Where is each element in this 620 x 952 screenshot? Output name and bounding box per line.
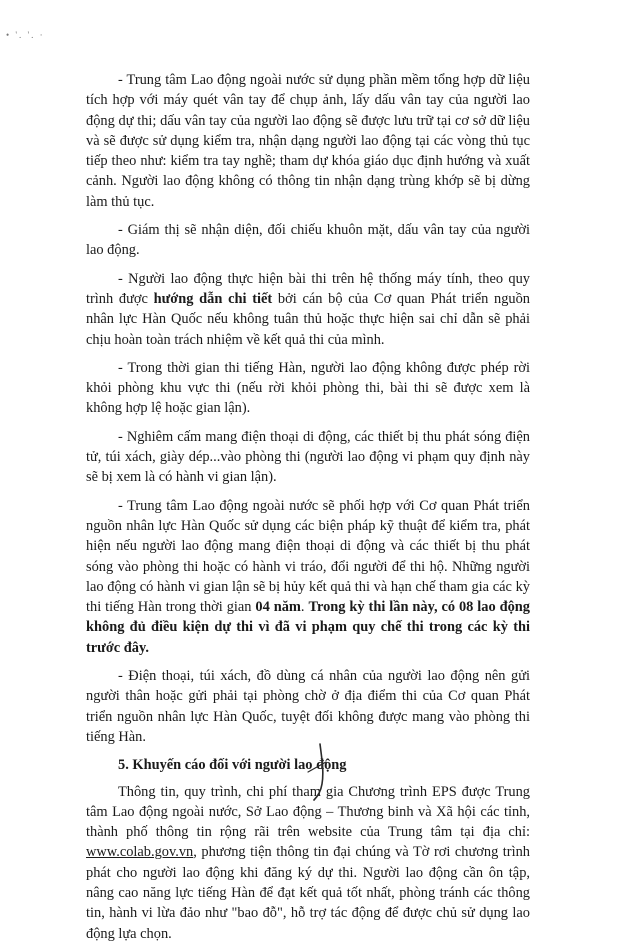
handwritten-pen-stroke: [300, 742, 340, 802]
website-link[interactable]: www.colab.gov.vn: [86, 844, 194, 861]
paragraph-personal-items: [86, 666, 530, 747]
paragraph-prohibited-items: [86, 427, 530, 488]
paragraph-text: .: [300, 599, 309, 616]
emphasis-text: 04 năm: [255, 599, 301, 616]
paragraph-text: - Nghiêm cấm mang điện thoại di động, các thiết bị thu phát sóng điện tử, túi xách, giày dép...vào phòng thi (người lao động vi phạm quy định này sẽ bị xem là có hành vi gian lận).: [86, 428, 530, 486]
paragraph-text: bởi cán bộ của Cơ quan Phát triển nguồn nhân lực Hàn Quốc nếu không tuân thủ hoặc thực hiện sai chỉ dẫn sẽ phải chịu hoàn toàn trách nhiệm về kết quả thi của mình.: [86, 290, 530, 348]
emphasis-text: Trong kỳ thi lần này, có 08 lao động không đủ điều kiện dự thi vì đã vi phạm quy chế thi trong các kỳ thi trước đây.: [86, 599, 531, 656]
paragraph-text: - Giám thị sẽ nhận diện, đối chiếu khuôn mặt, dấu vân tay của người lao động.: [86, 222, 530, 259]
paragraph-fingerprint: [86, 70, 530, 212]
paragraph-text: - Trung tâm Lao động ngoài nước sử dụng phần mềm tổng hợp dữ liệu tích hợp với máy quét vân tay để chụp ảnh, lấy dấu vân tay của người lao động dự thi; dấu vân tay của người lao động sẽ được lưu trữ tại cơ sở dữ liệu và sẽ được sử dụng kiểm tra, nhận dạng người lao động tại các vòng thủ tục tiếp theo như: kiểm tra tay nghề; tham dự khóa giáo dục định hướng và xuất cảnh. Người lao động không có thông tin nhận dạng trùng khớp sẽ bị dừng làm thủ tục.: [86, 72, 530, 210]
paragraph-text: - Người lao động thực hiện bài thi trên hệ thống máy tính, theo quy trình được: [86, 270, 530, 307]
paragraph-computer-test: [86, 269, 530, 350]
scan-artifact: • '. '. ·: [6, 30, 45, 40]
section-heading: 5. Khuyến cáo đối với người lao động: [118, 757, 347, 774]
paragraph-leave-room: [86, 358, 530, 419]
paragraph-text: - Trung tâm Lao động ngoài nước sẽ phối hợp với Cơ quan Phát triển nguồn nhân lực Hàn Quốc sử dụng các biện pháp kỹ thuật để kiểm tra, phát hiện nếu người lao động mang điện thoại di động và các thiết bị thu phát sóng vào phòng thi hoặc có hành vi tráo, đổi người để thi hộ. Những người lao động có hành vi gian lận sẽ bị hủy kết quả thi và hạn chế tham gia các kỳ thi tiếng Hàn trong thời gian: [86, 497, 530, 616]
paragraph-text: , phương tiện thông tin đại chúng và Tờ rơi chương trình phát cho người lao động khi đăng ký dự thi. Người lao động cần ôn tập, nâng cao năng lực tiếng Hàn để đạt kết quả tốt nhất, phòng tránh các thông tin, hành vi lừa đảo như "bao đỗ", hỗ trợ tác động để được chủ sử dụng lao động lựa chọn.: [86, 844, 530, 942]
paragraph-supervisor: [86, 220, 530, 261]
paragraph-text: - Trong thời gian thi tiếng Hàn, người lao động không được phép rời khỏi phòng khu vực thi (nếu rời khỏi phòng thi, bài thi sẽ được xem là không hợp lệ hoặc gian lận).: [86, 359, 530, 417]
paragraph-text: Thông tin, quy trình, chi phí tham gia Chương trình EPS được Trung tâm Lao động ngoài nước, Sở Lao động – Thương binh và Xã hội các tỉnh, thành phố thông tin rộng rãi trên website của Trung tâm tại địa chỉ:: [86, 783, 530, 841]
document-body: [86, 70, 530, 952]
paragraph-recommendation: [86, 782, 530, 944]
paragraph-text: - Điện thoại, túi xách, đồ dùng cá nhân của người lao động nên gửi người thân hoặc gửi phải tại phòng chờ ở địa điểm thi của Cơ quan Phát triển nguồn nhân lực Hàn Quốc, tuyệt đối không được mang vào phòng thi tiếng Hàn.: [86, 668, 530, 745]
paragraph-cheating-detection: [86, 496, 530, 658]
emphasis-text: hướng dẫn chi tiết: [153, 290, 273, 307]
